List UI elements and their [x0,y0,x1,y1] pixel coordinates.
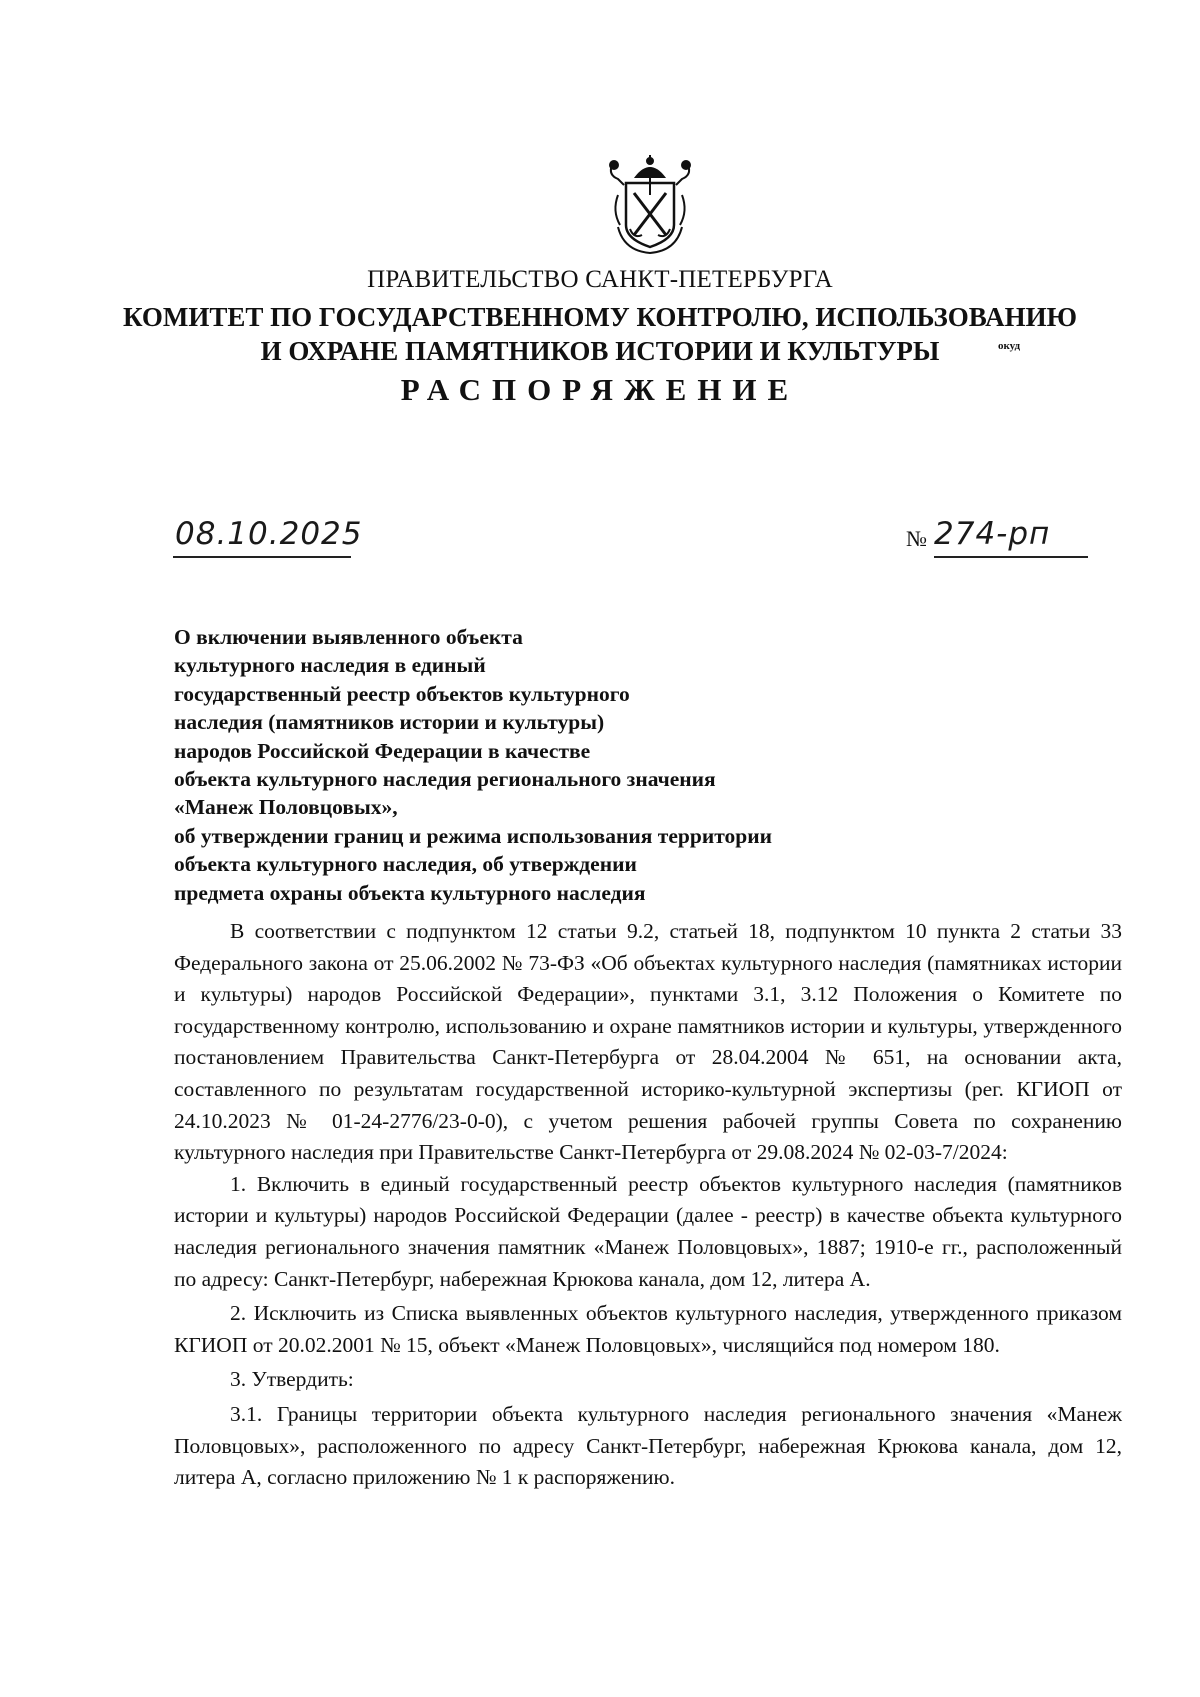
order-number: 274-рп [934,516,1088,558]
document-type-title: РАСПОРЯЖЕНИЕ [400,372,800,407]
subject-line: предмета охраны объекта культурного наследия [174,880,646,905]
order-subject [174,623,934,907]
government-name: ПРАВИТЕЛЬСТВО САНКТ-ПЕТЕРБУРГА [367,266,833,293]
okud-label: окуд [998,340,1021,352]
coat-of-arms-icon [604,155,696,255]
item-3-paragraph: 3. Утвердить: [230,1367,354,1392]
committee-name-line-2: И ОХРАНЕ ПАМЯТНИКОВ ИСТОРИИ И КУЛЬТУРЫ [260,336,940,366]
subject-line: наследия (памятников истории и культуры) [174,710,605,735]
preamble-paragraph: В соответствии с подпунктом 12 статьи 9.2, статьей 18, подпунктом 10 пункта 2 статьи 33 Федерального закона от 25.06.2002 № 73-ФЗ «Об объектах культурного наследия (памятниках истории и культуры) народов Российской Федерации», пунктами 3.1, 3.12 Положения о Комитете по государственному контролю, использованию и охране памятников истории и культуры, утвержденного постановлением Правительства Санкт-Петербурга от 28.04.2004 № 651, на основании акта, составленного по результатам государственной историко-культурной экспертизы (рег. КГИОП от 24.10.2023 № 01-24-2776/23-0-0), с учетом решения рабочей группы Совета по сохранению культурного наследия при Правительстве Санкт-Петербурга от 29.08.2024 № 02-03-7/2024: [174,919,1122,1165]
item-1-paragraph: 1. Включить в единый государственный реестр объектов культурного наследия (памятников истории и культуры) народов Российской Федерации (далее - реестр) в качестве объекта культурного наследия регионального значения памятник «Манеж Половцовых», 1887; 1910-е гг., расположенный по адресу: Санкт-Петербург, набережная Крюкова канала, дом 12, литера А. [174,1171,1122,1291]
committee-name [0,300,1200,368]
subject-line: об утверждении границ и режима использования территории [174,823,772,848]
order-date: 08.10.2025 [173,516,351,558]
committee-name-line-1: КОМИТЕТ ПО ГОСУДАРСТВЕННОМУ КОНТРОЛЮ, ИСПОЛЬЗОВАНИЮ [123,302,1077,332]
order-body [174,916,1122,1494]
item-3-1-paragraph: 3.1. Границы территории объекта культурного наследия регионального значения «Манеж Половцовых», расположенного по адресу Санкт-Петербург, набережная Крюкова канала, дом 12, литера А, согласно приложению № 1 к распоряжению. [174,1401,1122,1490]
item-2-paragraph: 2. Исключить из Списка выявленных объектов культурного наследия, утвержденного приказом КГИОП от 20.02.2001 № 15, объект «Манеж Половцовых», числящийся под номером 180. [174,1301,1122,1357]
subject-line: объекта культурного наследия регионального значения [174,767,716,792]
subject-line: О включении выявленного объекта [174,625,523,649]
subject-line: культурного наследия в единый [174,653,486,678]
order-number-field [906,516,1088,556]
number-sign: № [906,526,927,551]
subject-line: «Манеж Половцовых», [174,795,398,820]
subject-line: государственный реестр объектов культурного [174,681,630,706]
subject-line: народов Российской Федерации в качестве [174,738,591,763]
subject-line: объекта культурного наследия, об утверждении [174,852,637,877]
